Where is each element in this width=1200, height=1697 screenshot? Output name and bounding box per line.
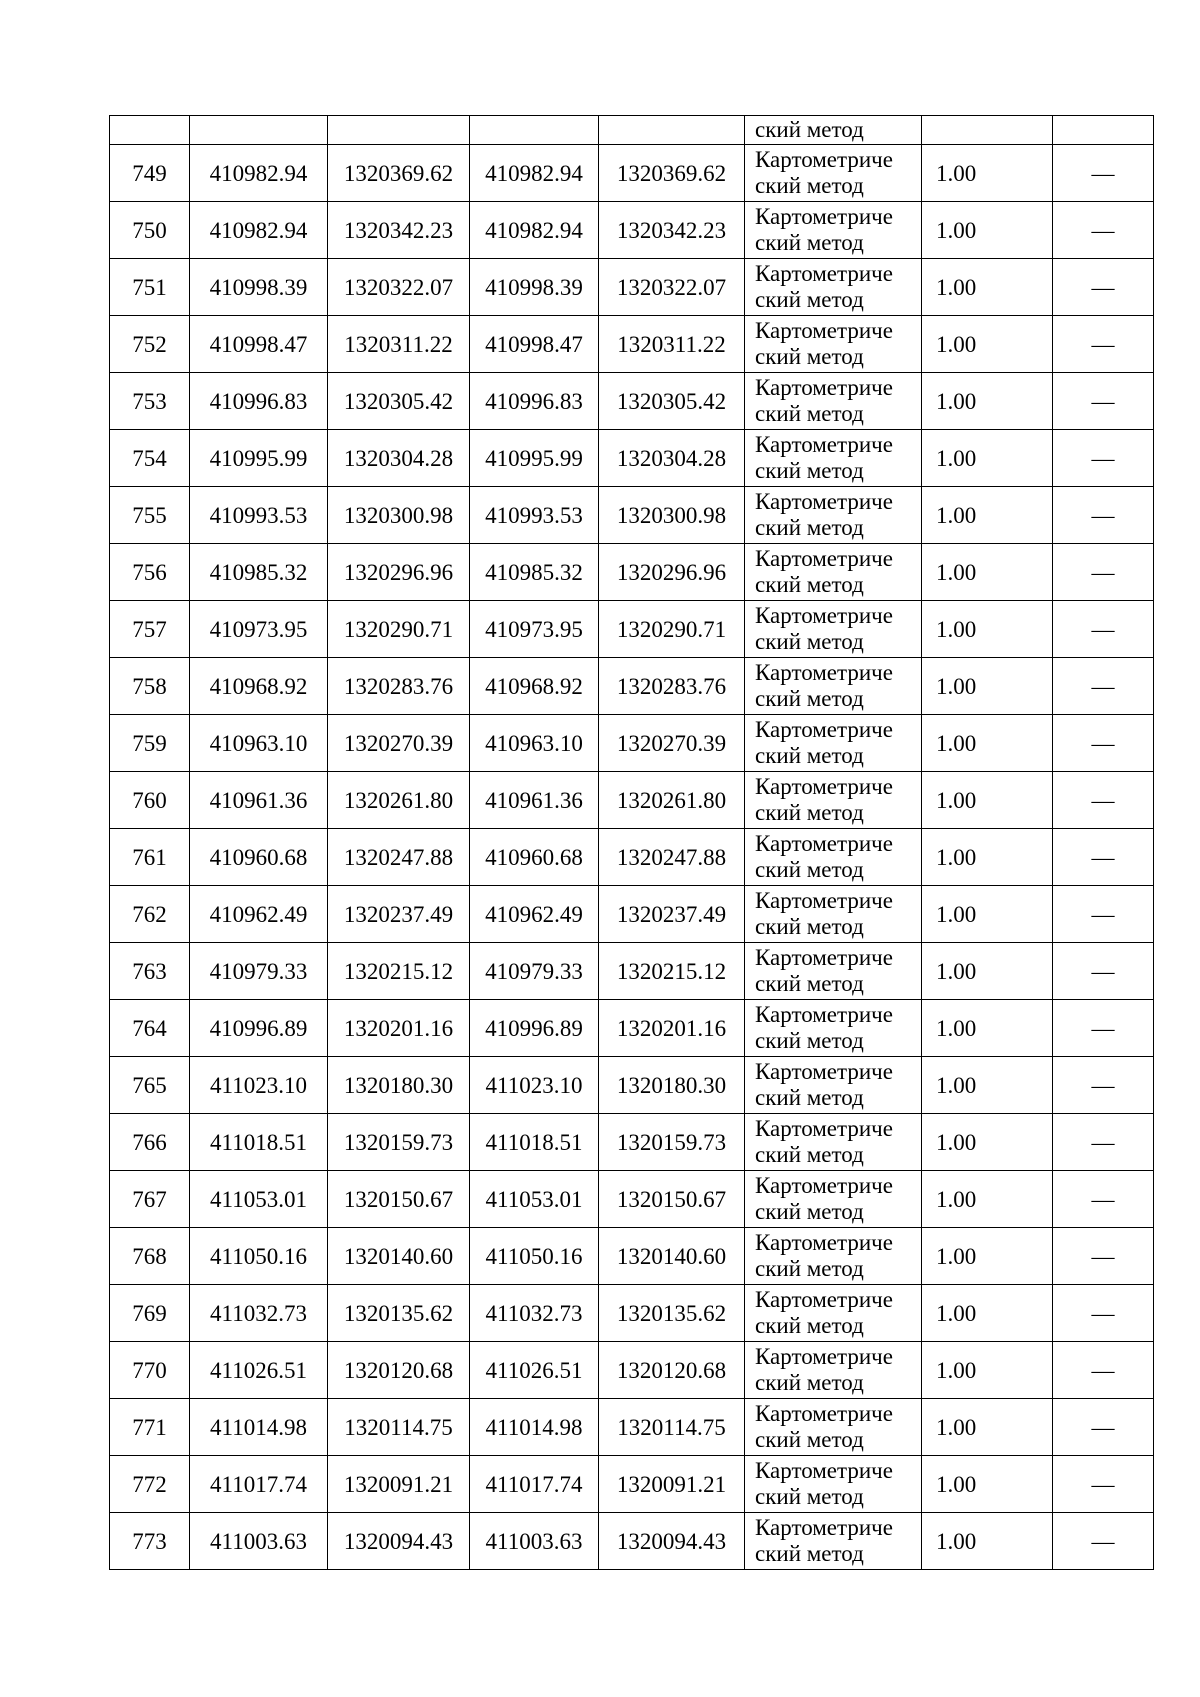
cell-accuracy: 1.00 — [922, 487, 1053, 544]
cell-number: 757 — [110, 601, 190, 658]
cell-accuracy: 1.00 — [922, 1285, 1053, 1342]
cell-method — [745, 259, 922, 316]
cell-y-existing: 1320180.30 — [328, 1057, 470, 1114]
method-line-2: ский метод — [755, 1427, 864, 1452]
coordinates-table — [109, 115, 1154, 1570]
method-line-2: ский метод — [755, 1085, 864, 1110]
cell-number: 754 — [110, 430, 190, 487]
method-line-1: Картометриче — [755, 204, 893, 229]
method-line-1: Картометриче — [755, 261, 893, 286]
cell-x-refined: 410996.89 — [470, 1000, 599, 1057]
cell-accuracy: 1.00 — [922, 1456, 1053, 1513]
cell-y-refined: 1320247.88 — [599, 829, 745, 886]
cell-y-existing: 1320201.16 — [328, 1000, 470, 1057]
cell-y-refined: 1320304.28 — [599, 430, 745, 487]
method-line-1: Картометриче — [755, 432, 893, 457]
cell-y-refined: 1320283.76 — [599, 658, 745, 715]
cell-method — [745, 544, 922, 601]
method-line-1: Картометриче — [755, 1116, 893, 1141]
cell-x-existing: 410962.49 — [190, 886, 328, 943]
cell-note: — — [1053, 544, 1154, 601]
cell-x-refined: 411032.73 — [470, 1285, 599, 1342]
table-row — [110, 715, 1154, 772]
cell-x-existing: 411003.63 — [190, 1513, 328, 1570]
cell-note: — — [1053, 487, 1154, 544]
cell-method — [745, 1399, 922, 1456]
cell-x-refined: 411018.51 — [470, 1114, 599, 1171]
cell-y-existing: 1320247.88 — [328, 829, 470, 886]
table-row — [110, 1399, 1154, 1456]
cell-x-existing: 410996.83 — [190, 373, 328, 430]
cell-y-existing: 1320304.28 — [328, 430, 470, 487]
cell-number: 751 — [110, 259, 190, 316]
method-line-1: Картометриче — [755, 375, 893, 400]
cell-y-existing: 1320150.67 — [328, 1171, 470, 1228]
cell-x-refined: 410995.99 — [470, 430, 599, 487]
cell-number: 758 — [110, 658, 190, 715]
table-row — [110, 430, 1154, 487]
cell-y-existing: 1320300.98 — [328, 487, 470, 544]
cell-method — [745, 1000, 922, 1057]
method-line-1: Картометриче — [755, 717, 893, 742]
table-row — [110, 544, 1154, 601]
cell-note: — — [1053, 1114, 1154, 1171]
cell-x-refined: 411053.01 — [470, 1171, 599, 1228]
cell-number: 761 — [110, 829, 190, 886]
cell-accuracy: 1.00 — [922, 202, 1053, 259]
table-row — [110, 829, 1154, 886]
method-line-2: ский метод — [755, 1028, 864, 1053]
cell-x-existing: 410998.39 — [190, 259, 328, 316]
cell-x-refined: 410961.36 — [470, 772, 599, 829]
cell-x-refined: 410985.32 — [470, 544, 599, 601]
method-line-1: Картометриче — [755, 1002, 893, 1027]
cell-x-refined: 411023.10 — [470, 1057, 599, 1114]
cell-y-existing: 1320369.62 — [328, 145, 470, 202]
method-line-1: Картометриче — [755, 1458, 893, 1483]
cell-accuracy: 1.00 — [922, 1399, 1053, 1456]
method-line-2: ский метод — [755, 287, 864, 312]
table-row — [110, 202, 1154, 259]
cell-number: 767 — [110, 1171, 190, 1228]
cell-accuracy: 1.00 — [922, 1000, 1053, 1057]
cell-note: — — [1053, 886, 1154, 943]
cell-x-refined: 410998.47 — [470, 316, 599, 373]
cell-note — [1053, 116, 1154, 145]
cell-x-refined: 411014.98 — [470, 1399, 599, 1456]
cell-y-existing: 1320322.07 — [328, 259, 470, 316]
table-row — [110, 1456, 1154, 1513]
method-line-2: ский метод — [755, 1142, 864, 1167]
cell-method — [745, 943, 922, 1000]
cell-number: 759 — [110, 715, 190, 772]
method-line-1: Картометриче — [755, 603, 893, 628]
cell-method — [745, 316, 922, 373]
method-line-1: Картометриче — [755, 1401, 893, 1426]
cell-x-refined: 411050.16 — [470, 1228, 599, 1285]
method-line-1: Картометриче — [755, 831, 893, 856]
method-line-2: ский метод — [755, 1484, 864, 1509]
method-line-2: ский метод — [755, 401, 864, 426]
cell-accuracy: 1.00 — [922, 1513, 1053, 1570]
method-line-1: Картометриче — [755, 1230, 893, 1255]
cell-x-existing: 411050.16 — [190, 1228, 328, 1285]
cell-note: — — [1053, 373, 1154, 430]
method-line-2: ский метод — [755, 1541, 864, 1566]
cell-note: — — [1053, 1456, 1154, 1513]
table-row — [110, 1228, 1154, 1285]
cell-y-refined: 1320114.75 — [599, 1399, 745, 1456]
cell-method — [745, 1456, 922, 1513]
cell-accuracy: 1.00 — [922, 772, 1053, 829]
cell-y-existing: 1320290.71 — [328, 601, 470, 658]
cell-y-refined: 1320135.62 — [599, 1285, 745, 1342]
cell-note: — — [1053, 943, 1154, 1000]
cell-number: 766 — [110, 1114, 190, 1171]
cell-y-existing: 1320283.76 — [328, 658, 470, 715]
cell-number: 768 — [110, 1228, 190, 1285]
cell-number: 773 — [110, 1513, 190, 1570]
cell-x-refined: 410982.94 — [470, 202, 599, 259]
cell-x-existing: 411018.51 — [190, 1114, 328, 1171]
cell-number: 755 — [110, 487, 190, 544]
table-row — [110, 1171, 1154, 1228]
cell-accuracy: 1.00 — [922, 1057, 1053, 1114]
method-line-1: Картометриче — [755, 1344, 893, 1369]
cell-x-refined: 410973.95 — [470, 601, 599, 658]
method-line-2: ский метод — [755, 629, 864, 654]
cell-x-existing: 410979.33 — [190, 943, 328, 1000]
cell-y-refined — [599, 116, 745, 145]
cell-accuracy: 1.00 — [922, 544, 1053, 601]
cell-note: — — [1053, 202, 1154, 259]
cell-y-existing — [328, 116, 470, 145]
method-line-1: Картометриче — [755, 1059, 893, 1084]
cell-number: 769 — [110, 1285, 190, 1342]
cell-x-existing: 410961.36 — [190, 772, 328, 829]
cell-x-refined: 410982.94 — [470, 145, 599, 202]
cell-y-existing: 1320342.23 — [328, 202, 470, 259]
method-line-2: ский метод — [755, 572, 864, 597]
table-row — [110, 1114, 1154, 1171]
table-row — [110, 487, 1154, 544]
cell-y-refined: 1320120.68 — [599, 1342, 745, 1399]
method-line-2: ский метод — [755, 515, 864, 540]
cell-number: 771 — [110, 1399, 190, 1456]
cell-accuracy: 1.00 — [922, 1114, 1053, 1171]
cell-y-refined: 1320140.60 — [599, 1228, 745, 1285]
cell-accuracy: 1.00 — [922, 373, 1053, 430]
method-line-1: Картометриче — [755, 546, 893, 571]
cell-x-refined: 411017.74 — [470, 1456, 599, 1513]
cell-method — [745, 1285, 922, 1342]
cell-x-existing: 410960.68 — [190, 829, 328, 886]
method-line-2: ский метод — [755, 1199, 864, 1224]
cell-x-refined: 410960.68 — [470, 829, 599, 886]
cell-y-refined: 1320270.39 — [599, 715, 745, 772]
table-row-continuation — [110, 116, 1154, 145]
cell-y-refined: 1320159.73 — [599, 1114, 745, 1171]
cell-note: — — [1053, 601, 1154, 658]
cell-note: — — [1053, 1399, 1154, 1456]
cell-x-refined: 410996.83 — [470, 373, 599, 430]
cell-method — [745, 1228, 922, 1285]
cell-note: — — [1053, 1342, 1154, 1399]
cell-y-refined: 1320094.43 — [599, 1513, 745, 1570]
cell-accuracy: 1.00 — [922, 316, 1053, 373]
cell-x-existing: 410998.47 — [190, 316, 328, 373]
cell-y-refined: 1320201.16 — [599, 1000, 745, 1057]
cell-y-existing: 1320140.60 — [328, 1228, 470, 1285]
cell-number: 752 — [110, 316, 190, 373]
method-line-1: Картометриче — [755, 660, 893, 685]
table-row — [110, 943, 1154, 1000]
method-line-2: ский метод — [755, 1370, 864, 1395]
method-line-1: Картометриче — [755, 1515, 893, 1540]
cell-y-refined: 1320150.67 — [599, 1171, 745, 1228]
cell-y-refined: 1320296.96 — [599, 544, 745, 601]
method-line-2: ский метод — [755, 1313, 864, 1338]
cell-accuracy: 1.00 — [922, 1342, 1053, 1399]
table-row — [110, 1285, 1154, 1342]
cell-number: 763 — [110, 943, 190, 1000]
cell-accuracy: 1.00 — [922, 943, 1053, 1000]
cell-y-refined: 1320091.21 — [599, 1456, 745, 1513]
cell-y-existing: 1320120.68 — [328, 1342, 470, 1399]
cell-y-refined: 1320342.23 — [599, 202, 745, 259]
cell-accuracy: 1.00 — [922, 1171, 1053, 1228]
cell-y-refined: 1320311.22 — [599, 316, 745, 373]
cell-method — [745, 1342, 922, 1399]
method-line-1: Картометриче — [755, 888, 893, 913]
cell-note: — — [1053, 259, 1154, 316]
cell-number: 749 — [110, 145, 190, 202]
table-row — [110, 1000, 1154, 1057]
method-line-2: ский метод — [755, 686, 864, 711]
cell-x-existing: 410973.95 — [190, 601, 328, 658]
cell-y-refined: 1320369.62 — [599, 145, 745, 202]
cell-y-existing: 1320094.43 — [328, 1513, 470, 1570]
cell-note: — — [1053, 829, 1154, 886]
cell-note: — — [1053, 1285, 1154, 1342]
method-line-1: Картометриче — [755, 1173, 893, 1198]
cell-y-existing: 1320091.21 — [328, 1456, 470, 1513]
cell-method — [745, 1114, 922, 1171]
cell-method — [745, 1513, 922, 1570]
cell-method — [745, 772, 922, 829]
cell-note: — — [1053, 1513, 1154, 1570]
cell-x-refined: 410998.39 — [470, 259, 599, 316]
table-row — [110, 772, 1154, 829]
cell-accuracy: 1.00 — [922, 259, 1053, 316]
method-line-2: ский метод — [755, 230, 864, 255]
table-row — [110, 886, 1154, 943]
cell-number: 762 — [110, 886, 190, 943]
cell-y-existing: 1320237.49 — [328, 886, 470, 943]
method-line-2: ский метод — [755, 458, 864, 483]
cell-y-existing: 1320296.96 — [328, 544, 470, 601]
cell-accuracy: 1.00 — [922, 430, 1053, 487]
cell-method — [745, 1057, 922, 1114]
method-line-2: ский метод — [755, 1256, 864, 1281]
table-row — [110, 1513, 1154, 1570]
cell-x-refined: 410963.10 — [470, 715, 599, 772]
cell-y-existing: 1320135.62 — [328, 1285, 470, 1342]
cell-accuracy: 1.00 — [922, 1228, 1053, 1285]
cell-method — [745, 658, 922, 715]
cell-number: 760 — [110, 772, 190, 829]
cell-method — [745, 202, 922, 259]
cell-x-refined: 410968.92 — [470, 658, 599, 715]
cell-y-refined: 1320180.30 — [599, 1057, 745, 1114]
method-line-2: ский метод — [755, 914, 864, 939]
cell-y-existing: 1320114.75 — [328, 1399, 470, 1456]
table-row — [110, 601, 1154, 658]
cell-y-existing: 1320159.73 — [328, 1114, 470, 1171]
cell-number: 750 — [110, 202, 190, 259]
cell-x-existing: 411026.51 — [190, 1342, 328, 1399]
cell-x-existing — [190, 116, 328, 145]
cell-number: 772 — [110, 1456, 190, 1513]
table-row — [110, 145, 1154, 202]
cell-y-refined: 1320237.49 — [599, 886, 745, 943]
cell-note: — — [1053, 658, 1154, 715]
cell-note: — — [1053, 715, 1154, 772]
table-body — [110, 116, 1154, 1570]
cell-x-existing: 411053.01 — [190, 1171, 328, 1228]
cell-method — [745, 116, 922, 145]
table-row — [110, 1057, 1154, 1114]
method-line-1: Картометриче — [755, 1287, 893, 1312]
cell-x-refined: 410993.53 — [470, 487, 599, 544]
cell-accuracy: 1.00 — [922, 886, 1053, 943]
cell-x-existing: 411032.73 — [190, 1285, 328, 1342]
cell-accuracy — [922, 116, 1053, 145]
cell-x-existing: 410996.89 — [190, 1000, 328, 1057]
cell-accuracy: 1.00 — [922, 145, 1053, 202]
cell-number: 756 — [110, 544, 190, 601]
method-line-1: Картометриче — [755, 147, 893, 172]
method-line-2: ский метод — [755, 971, 864, 996]
cell-number: 770 — [110, 1342, 190, 1399]
method-line-2: ский метод — [755, 743, 864, 768]
cell-note: — — [1053, 1000, 1154, 1057]
method-line-1: Картометриче — [755, 774, 893, 799]
cell-y-existing: 1320215.12 — [328, 943, 470, 1000]
table-row — [110, 1342, 1154, 1399]
cell-accuracy: 1.00 — [922, 658, 1053, 715]
method-line-1: Картометриче — [755, 489, 893, 514]
cell-method — [745, 487, 922, 544]
cell-accuracy: 1.00 — [922, 829, 1053, 886]
cell-x-existing: 410982.94 — [190, 145, 328, 202]
table-row — [110, 658, 1154, 715]
method-text: ский метод — [755, 117, 864, 142]
cell-note: — — [1053, 1228, 1154, 1285]
cell-method — [745, 430, 922, 487]
cell-x-existing: 411014.98 — [190, 1399, 328, 1456]
cell-x-refined: 411026.51 — [470, 1342, 599, 1399]
cell-note: — — [1053, 1171, 1154, 1228]
table-row — [110, 316, 1154, 373]
cell-number: 765 — [110, 1057, 190, 1114]
cell-note: — — [1053, 430, 1154, 487]
cell-x-existing: 410993.53 — [190, 487, 328, 544]
cell-x-refined: 410979.33 — [470, 943, 599, 1000]
cell-x-existing: 410995.99 — [190, 430, 328, 487]
cell-number — [110, 116, 190, 145]
method-line-2: ский метод — [755, 173, 864, 198]
cell-y-refined: 1320322.07 — [599, 259, 745, 316]
method-line-2: ский метод — [755, 857, 864, 882]
table-row — [110, 259, 1154, 316]
cell-x-refined: 410962.49 — [470, 886, 599, 943]
cell-x-existing: 410968.92 — [190, 658, 328, 715]
cell-method — [745, 1171, 922, 1228]
cell-accuracy: 1.00 — [922, 715, 1053, 772]
method-line-2: ский метод — [755, 344, 864, 369]
cell-y-refined: 1320300.98 — [599, 487, 745, 544]
cell-y-refined: 1320305.42 — [599, 373, 745, 430]
cell-y-refined: 1320290.71 — [599, 601, 745, 658]
cell-y-refined: 1320215.12 — [599, 943, 745, 1000]
cell-note: — — [1053, 316, 1154, 373]
cell-method — [745, 373, 922, 430]
method-line-1: Картометриче — [755, 945, 893, 970]
cell-note: — — [1053, 145, 1154, 202]
cell-method — [745, 601, 922, 658]
cell-y-existing: 1320270.39 — [328, 715, 470, 772]
cell-method — [745, 829, 922, 886]
cell-y-refined: 1320261.80 — [599, 772, 745, 829]
table-row — [110, 373, 1154, 430]
cell-x-existing: 411017.74 — [190, 1456, 328, 1513]
cell-method — [745, 715, 922, 772]
cell-x-refined — [470, 116, 599, 145]
cell-y-existing: 1320311.22 — [328, 316, 470, 373]
cell-x-existing: 410985.32 — [190, 544, 328, 601]
cell-x-refined: 411003.63 — [470, 1513, 599, 1570]
cell-x-existing: 410963.10 — [190, 715, 328, 772]
cell-x-existing: 411023.10 — [190, 1057, 328, 1114]
method-line-1: Картометриче — [755, 318, 893, 343]
cell-y-existing: 1320261.80 — [328, 772, 470, 829]
method-line-2: ский метод — [755, 800, 864, 825]
cell-accuracy: 1.00 — [922, 601, 1053, 658]
cell-number: 753 — [110, 373, 190, 430]
cell-method — [745, 886, 922, 943]
cell-note: — — [1053, 1057, 1154, 1114]
cell-x-existing: 410982.94 — [190, 202, 328, 259]
cell-method — [745, 145, 922, 202]
cell-y-existing: 1320305.42 — [328, 373, 470, 430]
cell-note: — — [1053, 772, 1154, 829]
cell-number: 764 — [110, 1000, 190, 1057]
